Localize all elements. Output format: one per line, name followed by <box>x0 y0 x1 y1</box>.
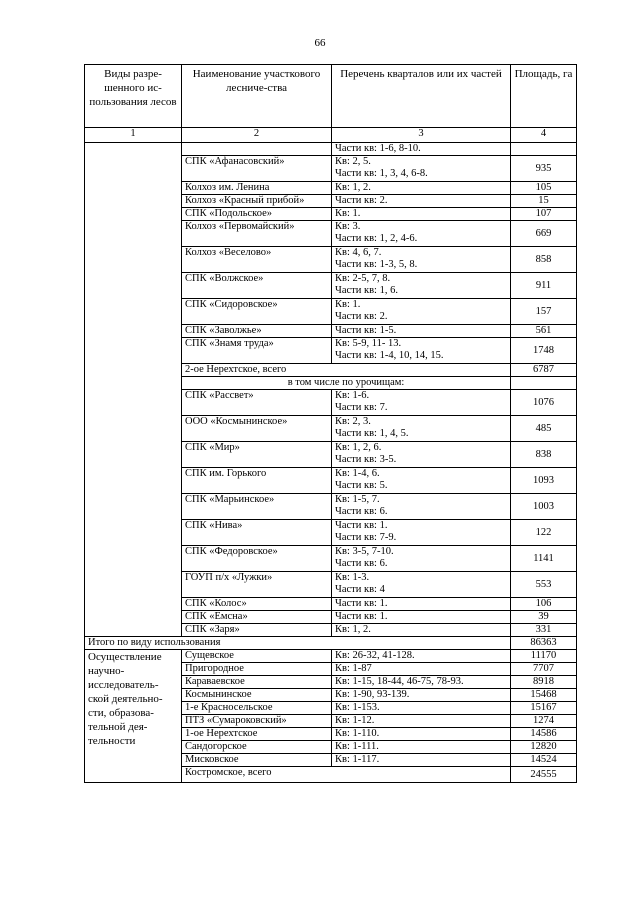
area-value: 838 <box>511 442 577 468</box>
area-value: 12820 <box>511 741 577 754</box>
quarters-cell <box>332 689 511 702</box>
forestry-name: Пригородное <box>182 663 332 676</box>
quarters-cell <box>332 624 511 637</box>
quarters-line: Кв: 5-9, 11- 13. <box>335 338 402 349</box>
quarters-line: Кв: 1, 2, 6. <box>335 442 382 453</box>
forestry-name: 1-е Красносельское <box>182 702 332 715</box>
area-value <box>511 143 577 156</box>
quarters-cell <box>332 702 511 715</box>
area-value: 122 <box>511 520 577 546</box>
area-value: 107 <box>511 208 577 221</box>
table-row <box>85 650 577 663</box>
area-value: 1748 <box>511 338 577 364</box>
quarters-cell <box>332 650 511 663</box>
quarters-cell <box>332 247 511 273</box>
quarters-cell <box>332 468 511 494</box>
column-number: 2 <box>182 128 332 143</box>
forestry-name: СПК «Подольское» <box>182 208 332 221</box>
quarters-cell <box>332 442 511 468</box>
header-area: Площадь, га <box>511 65 577 128</box>
area-value: 553 <box>511 572 577 598</box>
forestry-name: Сущевское <box>182 650 332 663</box>
quarters-line: Части кв: 2. <box>335 195 388 206</box>
forestry-name: СПК им. Горького <box>182 468 332 494</box>
area-value: 14524 <box>511 754 577 767</box>
quarters-line: Кв: 1-87 <box>335 663 372 674</box>
quarters-line: Кв: 1-117. <box>335 754 380 765</box>
quarters-line: Части кв: 1, 3, 4, 6-8. <box>335 168 428 179</box>
quarters-cell <box>332 416 511 442</box>
quarters-cell <box>332 663 511 676</box>
header-use-type: Виды разре-шенного ис-пользования лесов <box>85 65 182 128</box>
area-value: 1076 <box>511 390 577 416</box>
quarters-cell <box>332 520 511 546</box>
forestry-name: Караваевское <box>182 676 332 689</box>
quarters-cell <box>332 572 511 598</box>
quarters-cell <box>332 325 511 338</box>
forestry-name <box>182 143 332 156</box>
area-value: 561 <box>511 325 577 338</box>
area-value: 1274 <box>511 715 577 728</box>
quarters-line: Кв: 1-110. <box>335 728 380 739</box>
quarters-line: Части кв: 2. <box>335 311 388 322</box>
forestry-name: СПК «Колос» <box>182 598 332 611</box>
quarters-cell <box>332 182 511 195</box>
subheader-area <box>511 377 577 390</box>
quarters-line: Части кв: 1. <box>335 611 388 622</box>
total-area: 24555 <box>511 767 577 783</box>
quarters-line: Кв: 1-90, 93-139. <box>335 689 410 700</box>
area-value: 15 <box>511 195 577 208</box>
use-total-row <box>85 637 577 650</box>
forestry-name: СПК «Емсна» <box>182 611 332 624</box>
subheader-label: в том числе по урочищам: <box>182 377 511 390</box>
forestry-name: ПТЗ «Сумароковский» <box>182 715 332 728</box>
forest-use-table <box>84 64 577 783</box>
column-number-row <box>85 128 577 143</box>
table-row <box>85 143 577 156</box>
use-type-cell: Осуществление научно-исследователь-ской деятельно-сти, образова-тельной дея-тельности <box>85 650 182 783</box>
forestry-name: СПК «Мир» <box>182 442 332 468</box>
area-value: 39 <box>511 611 577 624</box>
forestry-name: Сандогорское <box>182 741 332 754</box>
area-value: 669 <box>511 221 577 247</box>
forestry-name: Колхоз им. Ленина <box>182 182 332 195</box>
quarters-cell <box>332 208 511 221</box>
quarters-line: Кв: 4, 6, 7. <box>335 247 382 258</box>
use-type-cell <box>85 143 182 637</box>
area-value: 1003 <box>511 494 577 520</box>
forestry-name: СПК «Заря» <box>182 624 332 637</box>
forestry-name: СПК «Знамя труда» <box>182 338 332 364</box>
quarters-line: Части кв: 3-5. <box>335 454 397 465</box>
area-value: 157 <box>511 299 577 325</box>
quarters-line: Части кв: 4 <box>335 584 385 595</box>
quarters-line: Кв: 3-5, 7-10. <box>335 546 394 557</box>
forestry-name: СПК «Афанасовский» <box>182 156 332 182</box>
use-total-area: 86363 <box>511 637 577 650</box>
forestry-name: 1-ое Нерехтское <box>182 728 332 741</box>
quarters-line: Кв: 1. <box>335 208 361 219</box>
area-value: 7707 <box>511 663 577 676</box>
area-value: 1141 <box>511 546 577 572</box>
column-number: 4 <box>511 128 577 143</box>
header-row <box>85 65 577 128</box>
quarters-line: Части кв: 1, 6. <box>335 285 398 296</box>
quarters-cell <box>332 273 511 299</box>
quarters-line: Кв: 1, 2. <box>335 182 371 193</box>
quarters-line: Части кв: 6. <box>335 558 388 569</box>
quarters-cell <box>332 715 511 728</box>
page-number: 66 <box>314 37 326 49</box>
quarters-cell <box>332 221 511 247</box>
quarters-line: Кв: 2-5, 7, 8. <box>335 273 391 284</box>
header-forestry-name: Наименование участкового лесниче-ства <box>182 65 332 128</box>
total-label: 2-ое Нерехтское, всего <box>182 364 511 377</box>
area-value: 8918 <box>511 676 577 689</box>
quarters-line: Кв: 1-3. <box>335 572 370 583</box>
quarters-line: Части кв: 1, 2, 4-6. <box>335 233 418 244</box>
quarters-line: Кв: 1-4, 6. <box>335 468 380 479</box>
area-value: 15167 <box>511 702 577 715</box>
forestry-name: СПК «Волжское» <box>182 273 332 299</box>
quarters-cell <box>332 338 511 364</box>
forestry-name: Мисковское <box>182 754 332 767</box>
quarters-cell <box>332 299 511 325</box>
quarters-line: Кв: 1-12. <box>335 715 375 726</box>
area-value: 106 <box>511 598 577 611</box>
quarters-line: Кв: 1-15, 18-44, 46-75, 78-93. <box>335 676 464 687</box>
total-area: 6787 <box>511 364 577 377</box>
quarters-line: Кв: 1. <box>335 299 361 310</box>
quarters-cell <box>332 390 511 416</box>
forestry-name: СПК «Заволжье» <box>182 325 332 338</box>
quarters-cell <box>332 741 511 754</box>
forestry-name: Колхоз «Красный прибой» <box>182 195 332 208</box>
quarters-cell <box>332 754 511 767</box>
quarters-line: Кв: 26-32, 41-128. <box>335 650 415 661</box>
quarters-cell <box>332 156 511 182</box>
quarters-cell <box>332 546 511 572</box>
forestry-name: СПК «Марьинское» <box>182 494 332 520</box>
forestry-name: СПК «Федоровское» <box>182 546 332 572</box>
quarters-line: Части кв: 1-5. <box>335 325 397 336</box>
area-value: 105 <box>511 182 577 195</box>
quarters-cell: Части кв: 1-6, 8-10. <box>332 143 511 156</box>
quarters-line: Части кв: 1, 4, 5. <box>335 428 409 439</box>
quarters-line: Кв: 1, 2. <box>335 624 371 635</box>
forestry-name: Колхоз «Первомайский» <box>182 221 332 247</box>
forestry-name: СПК «Сидоровское» <box>182 299 332 325</box>
quarters-line: Кв: 1-153. <box>335 702 380 713</box>
quarters-cell <box>332 598 511 611</box>
forestry-name: СПК «Рассвет» <box>182 390 332 416</box>
column-number: 3 <box>332 128 511 143</box>
forestry-name: ООО «Космынинское» <box>182 416 332 442</box>
column-number: 1 <box>85 128 182 143</box>
quarters-cell <box>332 494 511 520</box>
quarters-line: Кв: 1-5, 7. <box>335 494 380 505</box>
quarters-line: Части кв: 1-3, 5, 8. <box>335 259 418 270</box>
quarters-cell <box>332 728 511 741</box>
forestry-name: Колхоз «Веселово» <box>182 247 332 273</box>
area-value: 331 <box>511 624 577 637</box>
quarters-line: Части кв: 6. <box>335 506 388 517</box>
quarters-line: Кв: 1-111. <box>335 741 379 752</box>
forestry-name: Космынинское <box>182 689 332 702</box>
total-label: Костромское, всего <box>182 767 511 783</box>
quarters-line: Кв: 2, 3. <box>335 416 371 427</box>
quarters-line: Части кв: 1. <box>335 598 388 609</box>
area-value: 485 <box>511 416 577 442</box>
area-value: 11170 <box>511 650 577 663</box>
area-value: 911 <box>511 273 577 299</box>
quarters-line: Части кв: 1. <box>335 520 388 531</box>
quarters-line: Части кв: 7. <box>335 402 388 413</box>
forestry-name: ГОУП п/х «Лужки» <box>182 572 332 598</box>
area-value: 1093 <box>511 468 577 494</box>
quarters-line: Части кв: 1-4, 10, 14, 15. <box>335 350 444 361</box>
area-value: 935 <box>511 156 577 182</box>
quarters-cell <box>332 611 511 624</box>
area-value: 15468 <box>511 689 577 702</box>
quarters-cell <box>332 676 511 689</box>
use-total-label: Итого по виду использования <box>85 637 511 650</box>
area-value: 858 <box>511 247 577 273</box>
area-value: 14586 <box>511 728 577 741</box>
quarters-line: Кв: 1-6. <box>335 390 370 401</box>
quarters-line: Части кв: 7-9. <box>335 532 397 543</box>
header-quarters: Перечень кварталов или их частей <box>332 65 511 128</box>
quarters-line: Кв: 3. <box>335 221 361 232</box>
quarters-line: Части кв: 5. <box>335 480 388 491</box>
quarters-cell <box>332 195 511 208</box>
forestry-name: СПК «Нива» <box>182 520 332 546</box>
quarters-line: Кв: 2, 5. <box>335 156 371 167</box>
